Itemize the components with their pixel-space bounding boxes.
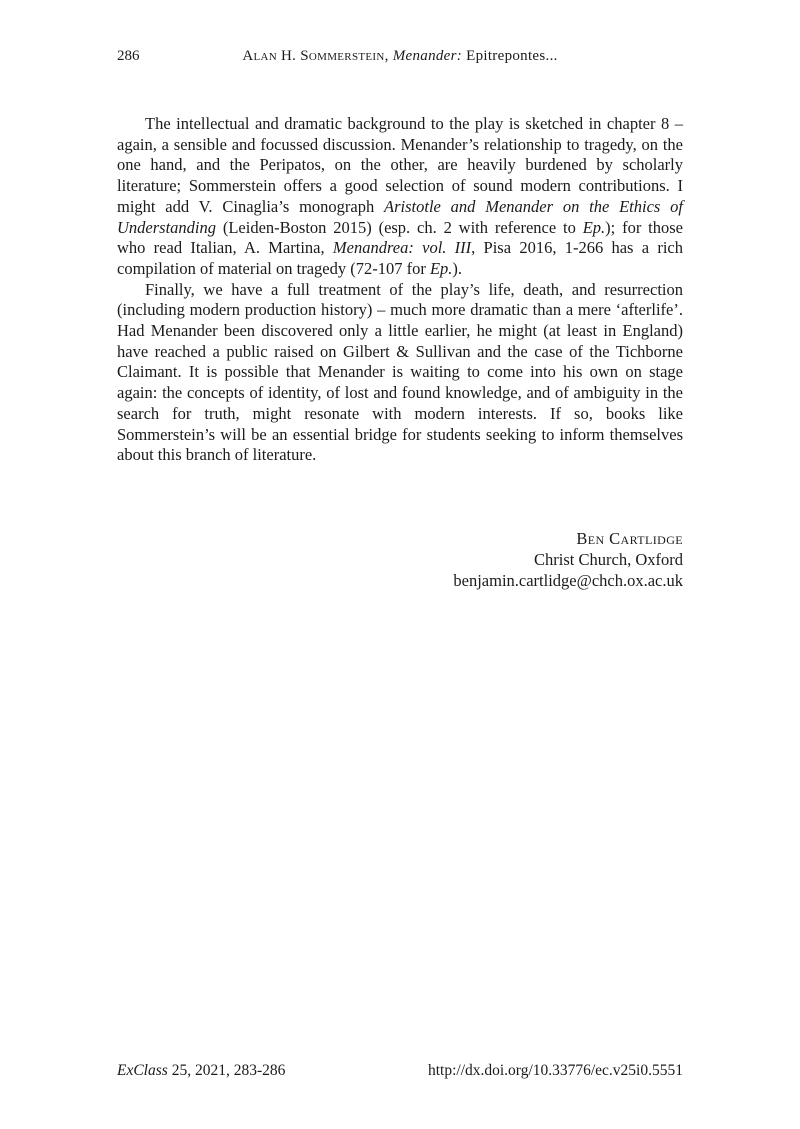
reviewer-email[interactable]: benjamin.cartlidge@chch.ox.ac.uk (453, 571, 683, 590)
signature-block (117, 528, 683, 591)
page-number: 286 (117, 48, 140, 64)
running-header (117, 47, 683, 66)
paragraph-1: The intellectual and dramatic background to the play is sketched in chapter 8 – again, a sensible and focussed discussion. Menander’s relationship to tragedy, on the one hand, and the Peripatos, on the other, are heavily burdened by scholarly literature; Sommerstein offers a good selection of sound modern contributions. I might add V. Cinaglia’s monograph Aristotle and Menander on the Ethics of Understanding (Leiden-Boston 2015) (esp. ch. 2 with reference to Ep.); for those who read Italian, A. Martina, Menandrea: vol. III, Pisa 2016, 1-266 has a rich compilation of material on tragedy (72-107 for Ep.). (117, 114, 683, 278)
paragraph-2: Finally, we have a full treatment of the play’s life, death, and resurrection (including modern production history) – much more dramatic than a mere ‘afterlife’. Had Menander been discovered only a little earlier, he might (at least in England) have reached a public raised on Gilbert & Sullivan and the case of the Tichborne Claimant. It is possible that Menander is waiting to come into his own on stage again: the concepts of identity, of lost and found knowledge, and of ambiguity in the search for truth, might resonate with modern interests. If so, books like Sommerstein’s will be an essential bridge for students seeking to inform themselves about this branch of literature. (117, 279, 683, 465)
reviewer-affiliation: Christ Church, Oxford (534, 550, 683, 569)
doi-link[interactable]: http://dx.doi.org/10.33776/ec.v25i0.5551 (427, 1062, 683, 1079)
journal-reference: ExClass 25, 2021, 283-286 (117, 1062, 286, 1079)
running-title: Alan H. Sommerstein, Menander: Epitrepontes... (242, 48, 558, 64)
reviewer-name: Ben Cartlidge (576, 529, 683, 548)
review-body (117, 114, 683, 466)
page-footer (117, 1061, 683, 1080)
